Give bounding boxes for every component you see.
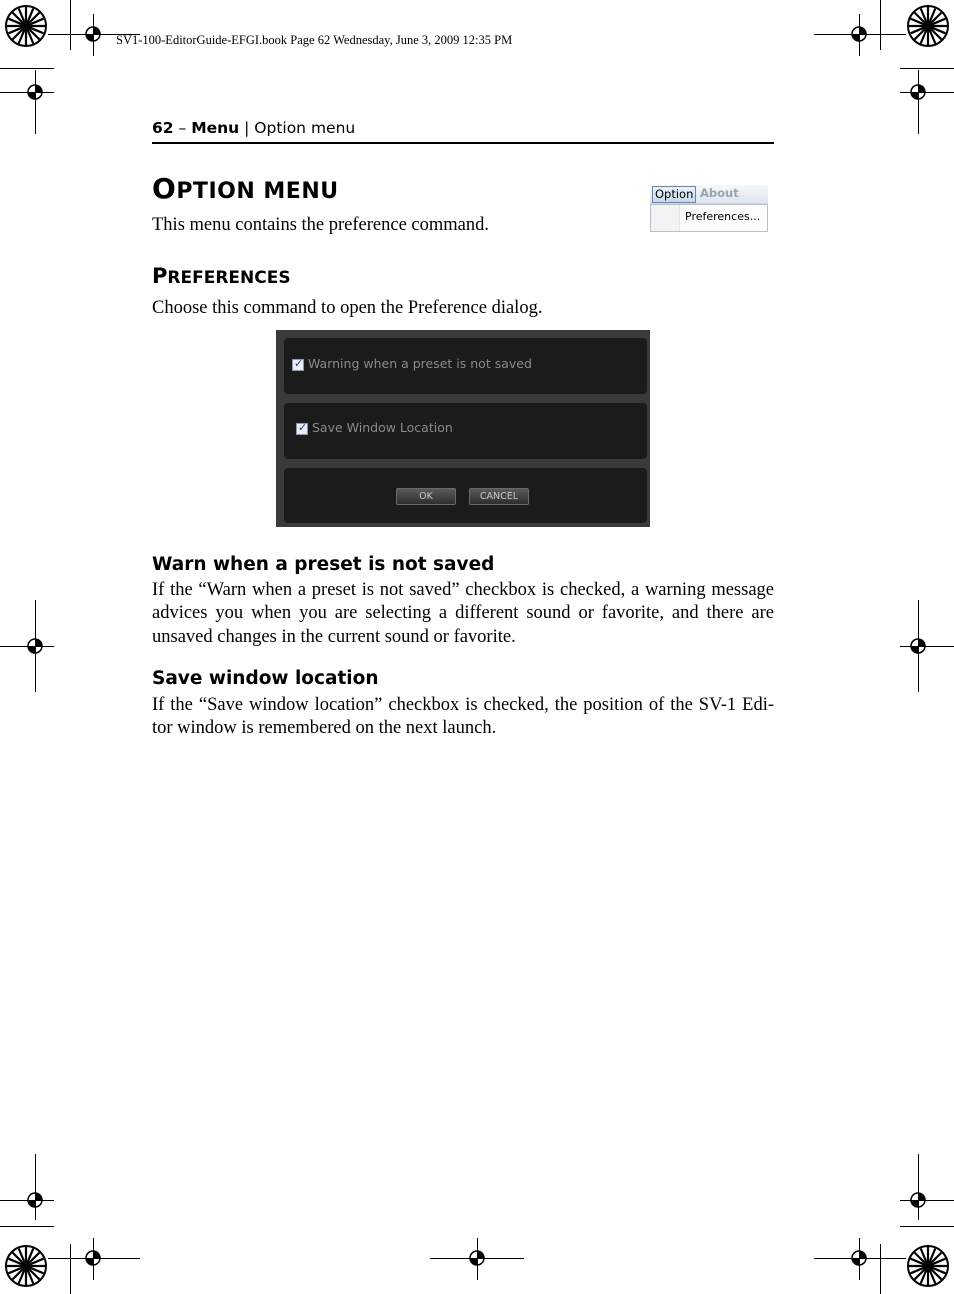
registration-target-icon [25, 82, 45, 102]
running-head-section: Menu [191, 119, 240, 137]
menu-about[interactable]: About [700, 186, 739, 200]
page-title-rest: PTION MENU [176, 179, 339, 204]
paragraph-line: If the “Warn when a preset is not saved” checkbox is checked, a warning message [152, 580, 774, 600]
trim-mark [35, 70, 36, 134]
menu-bar [650, 185, 768, 204]
menu-item-preferences[interactable]: Preferences... [685, 210, 761, 223]
dialog-panel-window [284, 403, 647, 459]
trim-mark [0, 68, 54, 69]
preference-dialog [276, 330, 650, 527]
sunburst-target-icon [4, 4, 48, 48]
save-window-checkbox-label: Save Window Location [312, 420, 453, 435]
registration-target-icon [908, 636, 928, 656]
intro-paragraph: This menu contains the preference command. [152, 215, 489, 235]
trim-mark [918, 1154, 919, 1220]
registration-target-icon [25, 1190, 45, 1210]
page-title-cap: O [152, 172, 177, 205]
dialog-panel-buttons [284, 468, 647, 523]
page-number: 62 [152, 119, 174, 137]
registration-target-icon [849, 24, 869, 44]
header-rule [152, 142, 774, 144]
trim-mark [70, 1244, 71, 1294]
sunburst-target-icon [4, 1244, 48, 1288]
section-heading-save-window: Save window location [152, 668, 379, 689]
section-heading-preferences [152, 264, 291, 288]
trim-mark [900, 68, 954, 69]
paragraph-line: If the “Save window location” checkbox is checked, the position of the SV-1 Edi- [152, 695, 774, 715]
section-heading-cap: P [152, 264, 168, 288]
registration-target-icon [83, 24, 103, 44]
cancel-button[interactable]: CANCEL [469, 488, 529, 505]
paragraph-line: tor window is remembered on the next launch. [152, 718, 497, 739]
registration-target-icon [908, 1190, 928, 1210]
option-dropdown [650, 204, 768, 232]
trim-mark [70, 0, 71, 50]
registration-target-icon [849, 1248, 869, 1268]
trim-mark [880, 0, 881, 50]
sunburst-target-icon [906, 4, 950, 48]
sunburst-target-icon [906, 1244, 950, 1288]
trim-mark [918, 70, 919, 134]
paragraph-line: advices you when you are selecting a different sound or favorite, and there are [152, 603, 774, 624]
trim-mark [880, 1244, 881, 1294]
warning-checkbox[interactable] [292, 359, 304, 371]
running-head-separator: | [239, 119, 255, 137]
ok-button[interactable]: OK [396, 488, 456, 505]
menu-option[interactable]: Option [652, 186, 696, 203]
paragraph-line: unsaved changes in the current sound or favorite. [152, 626, 516, 647]
warn-paragraph [152, 579, 774, 649]
save-window-paragraph [152, 694, 774, 741]
warning-checkbox-label: Warning when a preset is not saved [308, 356, 532, 371]
menu-icon-gutter [651, 205, 680, 231]
registration-target-icon [25, 636, 45, 656]
registration-target-icon [908, 82, 928, 102]
page-title [152, 172, 339, 205]
save-window-checkbox[interactable] [296, 423, 308, 435]
checkmark-icon: ✓ [294, 357, 304, 370]
option-menu-screenshot [650, 185, 768, 231]
book-slug-line: SV1-100-EditorGuide-EFGI.book Page 62 Wednesday, June 3, 2009 12:35 PM [116, 33, 513, 47]
section-heading-warn: Warn when a preset is not saved [152, 554, 495, 575]
running-head [152, 119, 355, 137]
section-heading-rest: REFERENCES [167, 268, 291, 288]
preferences-description: Choose this command to open the Preference dialog. [152, 298, 543, 318]
checkmark-icon: ✓ [298, 421, 308, 434]
trim-mark [0, 1226, 54, 1227]
trim-mark [35, 1154, 36, 1220]
dialog-panel-warning [284, 338, 647, 394]
running-head-subsection: Option menu [254, 119, 356, 137]
trim-mark [900, 1226, 954, 1227]
registration-target-icon [467, 1248, 487, 1268]
registration-target-icon [83, 1248, 103, 1268]
running-head-dash: – [173, 119, 192, 137]
